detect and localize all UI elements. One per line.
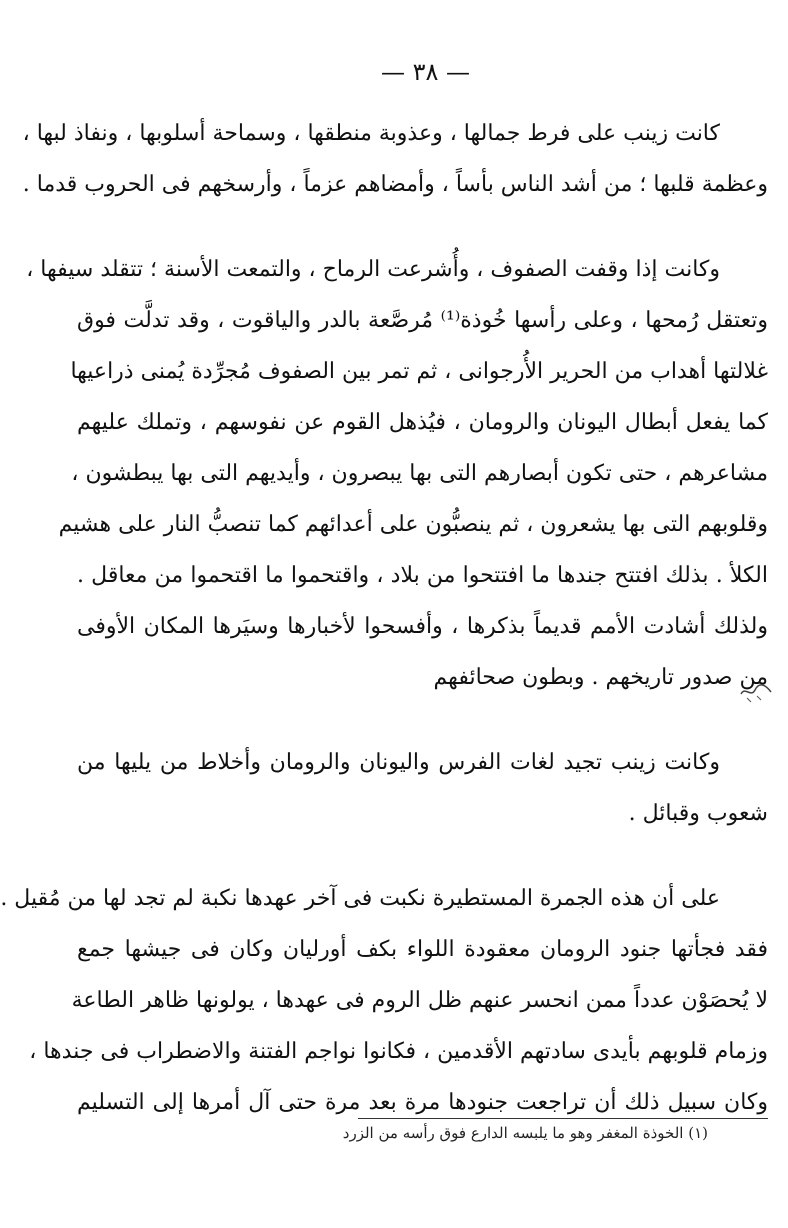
text-line: وزمام قلوبهم بأيدى سادتهم الأقدمين ، فكانوا نواجم الفتنة والاضطراب فى جندها ،	[29, 1039, 768, 1064]
text-line: الكلأ . بذلك افتتح جندها ما افتتحوا من بلاد ، واقتحموا ما اقتحموا من معاقل .	[77, 563, 768, 588]
text-line: وقلوبهم التى بها يشعرون ، ثم ينصبُّون على أعدائهم كما تنصبُّ النار على هشيم	[58, 512, 768, 537]
footnote-divider	[358, 1118, 768, 1119]
text-line: شعوب وقبائل .	[628, 801, 768, 826]
text-line: وكانت إذا وقفت الصفوف ، وأُشرعت الرماح ، والتمعت الأسنة ؛ تتقلد سيفها ،	[26, 257, 720, 282]
text-line: من صدور تاريخهم . وبطون صحائفهم	[433, 665, 768, 690]
text-line: وعظمة قلبها ؛ من أشد الناس بأساً ، وأمضاهم عزماً ، وأرسخهم فى الحروب قدما .	[22, 172, 768, 197]
text-line: ولذلك أشادت الأمم قديماً بذكرها ، وأفسحوا لأخبارها وسيَرها المكان الأوفى	[77, 614, 768, 639]
text-line: وكان سبيل ذلك أن تراجعت جنودها مرة بعد مرة حتى آل أمرها إلى التسليم	[77, 1090, 768, 1115]
body-text	[0, 108, 768, 1128]
text-line: لا يُحصَوْن عدداً ممن انحسر عنهم ظل الروم فى عهدها ، يولونها ظاهر الطاعة	[71, 988, 768, 1013]
page-number: — ٣٨ —	[380, 58, 471, 86]
text-line: غلالتها أهداب من الحرير الأُرجوانى ، ثم تمر بين الصفوف مُجرِّدة يُمنى ذراعيها	[70, 359, 768, 384]
text-line: وتعتقل رُمحها ، وعلى رأسها خُوذة⁽¹⁾ مُرصَّعة بالدر والياقوت ، وقد تدلَّت فوق	[77, 308, 768, 333]
paragraph-gap	[77, 839, 768, 873]
library-stamp-mark	[737, 676, 777, 706]
text-line: فقد فجأتها جنود الرومان معقودة اللواء بكف أورليان وكان فى جيشها جمع	[77, 937, 768, 962]
text-line: كما يفعل أبطال اليونان والرومان ، فيُذهل القوم عن نفوسهم ، وتملك عليهم	[77, 410, 768, 435]
text-line: وكانت زينب تجيد لغات الفرس واليونان والرومان وأخلاط من يليها من	[77, 750, 720, 775]
footnote: (١) الخوذة المغفر وهو ما يلبسه الدارع فوق رأسه من الزرد	[342, 1124, 708, 1142]
text-line: مشاعرهم ، حتى تكون أبصارهم التى بها يبصرون ، وأيديهم التى بها يبطشون ،	[71, 461, 768, 486]
paragraph-gap	[77, 703, 768, 737]
text-line: على أن هذه الجمرة المستطيرة نكبت فى آخر عهدها نكبة لم تجد لها من مُقيل .	[0, 886, 720, 911]
paragraph-gap	[77, 210, 768, 244]
text-line: كانت زينب على فرط جمالها ، وعذوبة منطقها ، وسماحة أسلوبها ، ونفاذ لبها ،	[22, 121, 720, 146]
